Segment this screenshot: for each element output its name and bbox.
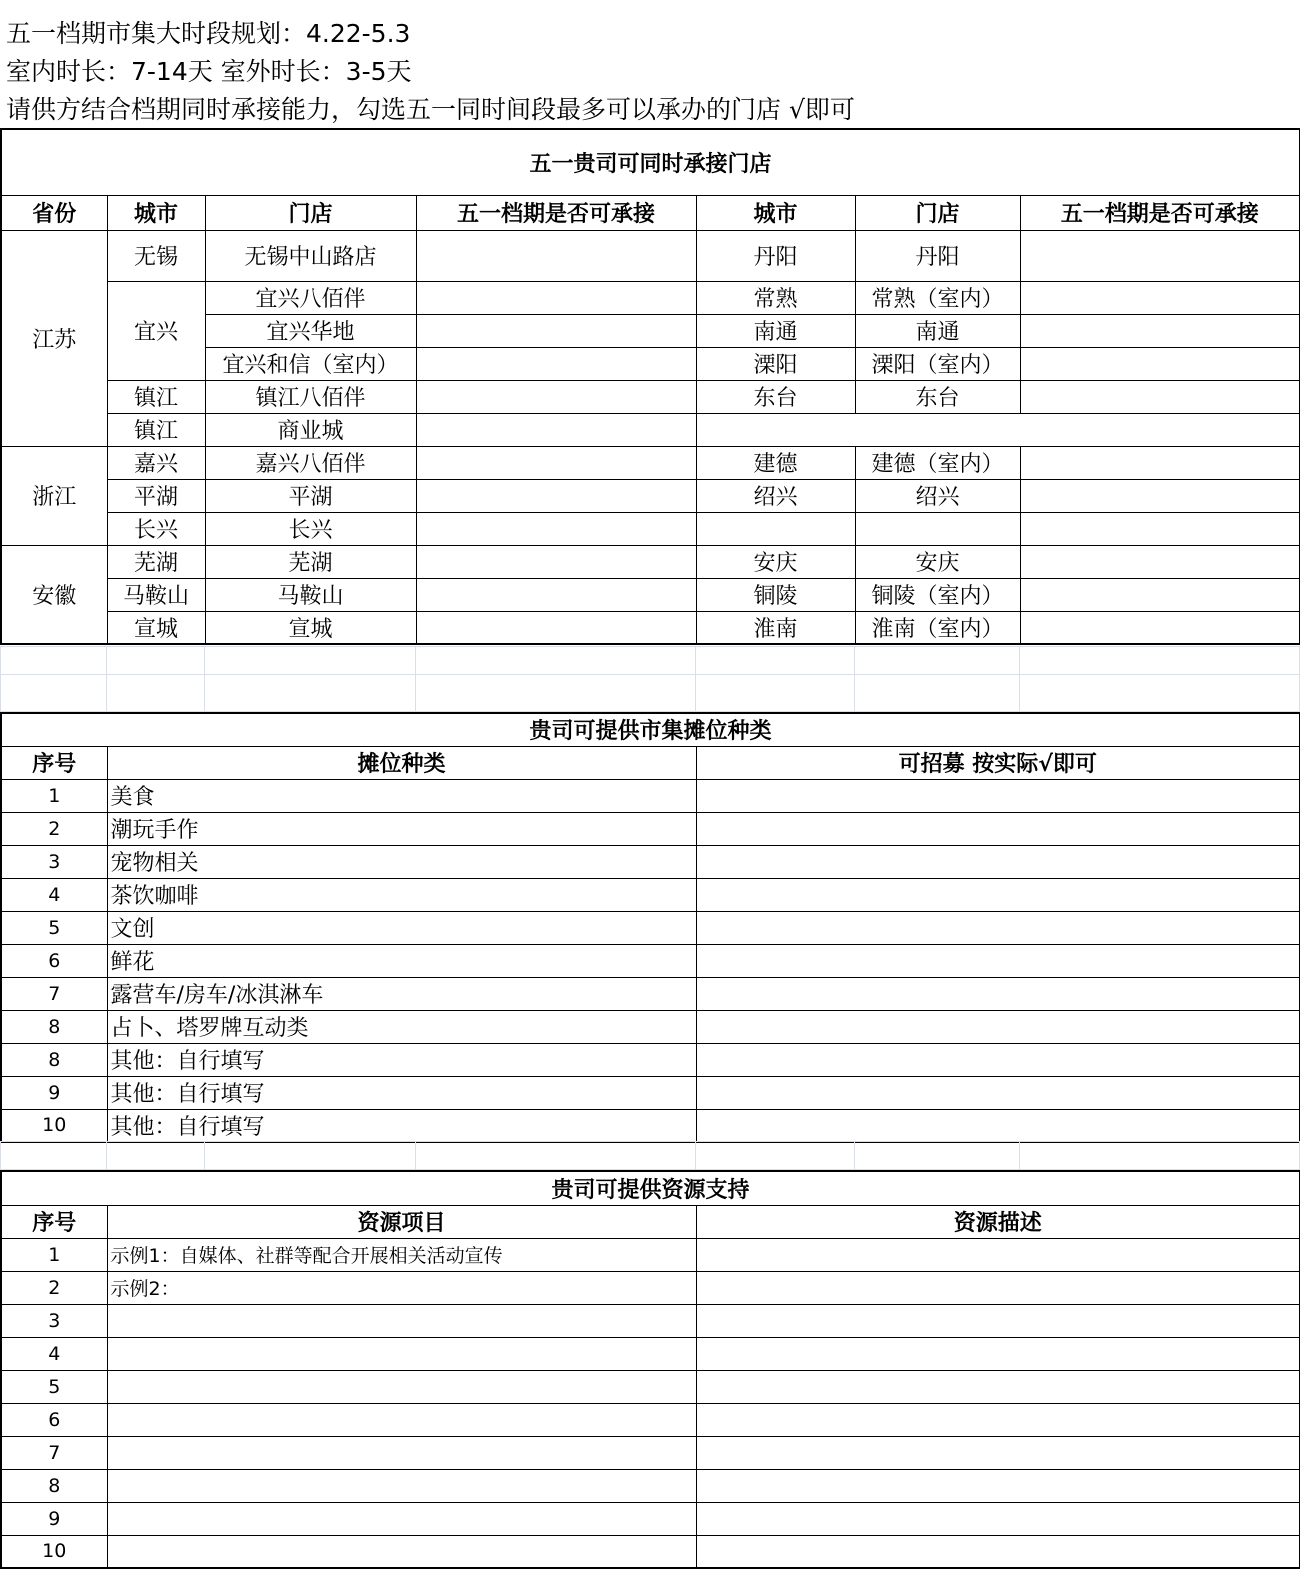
city-cell: 铜陵 [696,578,855,611]
col-no: 序号 [1,1205,107,1238]
city-cell: 嘉兴 [107,446,205,479]
row-number: 8 [1,1469,107,1502]
blank-cell[interactable] [1,1142,107,1170]
row-number: 4 [1,878,107,911]
resource-table-title: 贵司可提供资源支持 [1,1171,1300,1205]
col-resource-desc: 资源描述 [696,1205,1300,1238]
resource-desc-cell[interactable] [696,1238,1300,1271]
resource-desc-cell[interactable] [696,1469,1300,1502]
row-number: 1 [1,1238,107,1271]
accept-checkbox-cell[interactable] [416,230,696,281]
blank-cell[interactable] [696,1142,855,1170]
blank-cell[interactable] [1,675,107,712]
row-number: 7 [1,1436,107,1469]
accept-checkbox-cell[interactable] [416,479,696,512]
row-number: 5 [1,1370,107,1403]
store-cell: 丹阳 [855,230,1020,281]
stall-type-cell: 潮玩手作 [107,812,696,845]
row-number: 9 [1,1076,107,1109]
stall-type-cell: 茶饮咖啡 [107,878,696,911]
store-cell: 镇江八佰伴 [205,380,416,413]
city-cell: 镇江 [107,413,205,446]
row-number: 10 [1,1535,107,1568]
city-cell [696,512,855,545]
accept-checkbox-cell[interactable] [416,446,696,479]
resource-item-cell[interactable]: 示例2： [107,1271,696,1304]
city-cell: 长兴 [107,512,205,545]
empty-merged-cell [696,413,1300,446]
col-accept: 五一档期是否可承接 [416,195,696,230]
recruit-checkbox-cell[interactable] [696,1043,1300,1076]
store-cell: 芜湖 [205,545,416,578]
col-province: 省份 [1,195,107,230]
row-number: 5 [1,911,107,944]
resource-item-cell[interactable] [107,1304,696,1337]
store-cell: 铜陵（室内） [855,578,1020,611]
recruit-checkbox-cell[interactable] [696,878,1300,911]
row-number: 3 [1,845,107,878]
city-cell: 镇江 [107,380,205,413]
city-cell: 丹阳 [696,230,855,281]
col-accept-2: 五一档期是否可承接 [1020,195,1300,230]
blank-cell[interactable] [696,675,855,712]
city-cell: 平湖 [107,479,205,512]
blank-cell[interactable] [205,675,416,712]
blank-cell[interactable] [107,675,205,712]
col-resource-item: 资源项目 [107,1205,696,1238]
accept-checkbox-cell[interactable] [1020,446,1300,479]
city-cell: 南通 [696,314,855,347]
blank-cell[interactable] [205,647,416,675]
blank-cell[interactable] [855,647,1020,675]
accept-checkbox-cell[interactable] [1020,347,1300,380]
accept-checkbox-cell[interactable] [416,347,696,380]
store-cell: 长兴 [205,512,416,545]
col-recruit: 可招募 按实际√即可 [696,746,1300,779]
stall-type-cell: 占卜、塔罗牌互动类 [107,1010,696,1043]
blank-cell[interactable] [1,647,107,675]
city-cell: 宜兴 [107,281,205,380]
row-number: 3 [1,1304,107,1337]
store-cell: 平湖 [205,479,416,512]
store-cell: 宜兴和信（室内） [205,347,416,380]
store-cell: 绍兴 [855,479,1020,512]
stall-type-cell: 宠物相关 [107,845,696,878]
resource-desc-cell[interactable] [696,1337,1300,1370]
col-stall-type: 摊位种类 [107,746,696,779]
store-cell: 商业城 [205,413,416,446]
accept-checkbox-cell[interactable] [1020,380,1300,413]
spacer-grid [0,646,1300,712]
blank-cell[interactable] [855,1142,1020,1170]
store-cell: 东台 [855,380,1020,413]
stall-type-cell: 其他：自行填写 [107,1043,696,1076]
city-cell: 建德 [696,446,855,479]
store-cell: 马鞍山 [205,578,416,611]
store-cell: 嘉兴八佰伴 [205,446,416,479]
store-cell: 淮南（室内） [855,611,1020,644]
row-number: 1 [1,779,107,812]
col-city: 城市 [107,195,205,230]
accept-checkbox-cell[interactable] [1020,578,1300,611]
recruit-checkbox-cell[interactable] [696,779,1300,812]
blank-cell[interactable] [855,675,1020,712]
stall-type-cell: 文创 [107,911,696,944]
accept-checkbox-cell[interactable] [416,545,696,578]
accept-checkbox-cell[interactable] [1020,545,1300,578]
stores-table-title: 五一贵司可同时承接门店 [1,129,1300,195]
blank-cell[interactable] [416,1142,696,1170]
recruit-checkbox-cell[interactable] [696,977,1300,1010]
recruit-checkbox-cell[interactable] [696,1109,1300,1142]
blank-cell[interactable] [416,675,696,712]
row-number: 6 [1,944,107,977]
accept-checkbox-cell[interactable] [416,578,696,611]
row-number: 8 [1,1043,107,1076]
blank-cell[interactable] [1020,1142,1300,1170]
stall-type-cell: 其他：自行填写 [107,1076,696,1109]
resource-desc-cell[interactable] [696,1304,1300,1337]
resource-item-cell[interactable] [107,1436,696,1469]
resource-table [0,1170,1300,1569]
recruit-checkbox-cell[interactable] [696,1076,1300,1109]
accept-checkbox-cell[interactable] [1020,512,1300,545]
accept-checkbox-cell[interactable] [416,281,696,314]
resource-desc-cell[interactable] [696,1436,1300,1469]
accept-checkbox-cell[interactable] [1020,230,1300,281]
store-cell: 无锡中山路店 [205,230,416,281]
col-store: 门店 [205,195,416,230]
blank-cell[interactable] [696,647,855,675]
resource-desc-cell[interactable] [696,1370,1300,1403]
city-cell: 淮南 [696,611,855,644]
resource-item-cell[interactable] [107,1337,696,1370]
city-cell: 溧阳 [696,347,855,380]
store-cell: 安庆 [855,545,1020,578]
recruit-checkbox-cell[interactable] [696,1010,1300,1043]
header-duration: 室内时长：7-14天 室外时长：3-5天 [6,57,412,86]
resource-desc-cell[interactable] [696,1535,1300,1568]
accept-checkbox-cell[interactable] [1020,281,1300,314]
store-cell: 南通 [855,314,1020,347]
resource-item-cell[interactable]: 示例1：自媒体、社群等配合开展相关活动宣传 [107,1238,696,1271]
stores-table [0,128,1300,645]
province-cell: 浙江 [1,446,107,545]
row-number: 2 [1,812,107,845]
accept-checkbox-cell[interactable] [416,512,696,545]
stall-type-cell: 露营车/房车/冰淇淋车 [107,977,696,1010]
city-cell: 宣城 [107,611,205,644]
accept-checkbox-cell[interactable] [416,413,696,446]
city-cell: 常熟 [696,281,855,314]
province-cell: 江苏 [1,230,107,446]
recruit-checkbox-cell[interactable] [696,812,1300,845]
store-cell: 宜兴八佰伴 [205,281,416,314]
resource-item-cell[interactable] [107,1535,696,1568]
recruit-checkbox-cell[interactable] [696,845,1300,878]
row-number: 4 [1,1337,107,1370]
spacer-grid [0,1141,1300,1170]
row-number: 8 [1,1010,107,1043]
blank-cell[interactable] [1020,647,1300,675]
resource-desc-cell[interactable] [696,1502,1300,1535]
col-no: 序号 [1,746,107,779]
resource-item-cell[interactable] [107,1403,696,1436]
row-number: 2 [1,1271,107,1304]
blank-cell[interactable] [1020,675,1300,712]
resource-item-cell[interactable] [107,1502,696,1535]
blank-cell[interactable] [205,1142,416,1170]
resource-desc-cell[interactable] [696,1271,1300,1304]
accept-checkbox-cell[interactable] [1020,314,1300,347]
city-cell: 安庆 [696,545,855,578]
blank-cell[interactable] [416,647,696,675]
resource-desc-cell[interactable] [696,1403,1300,1436]
accept-checkbox-cell[interactable] [1020,479,1300,512]
stall-type-cell: 其他：自行填写 [107,1109,696,1142]
row-number: 7 [1,977,107,1010]
store-cell: 溧阳（室内） [855,347,1020,380]
accept-checkbox-cell[interactable] [416,380,696,413]
blank-cell[interactable] [107,1142,205,1170]
col-city-2: 城市 [696,195,855,230]
col-store-2: 门店 [855,195,1020,230]
accept-checkbox-cell[interactable] [1020,611,1300,644]
row-number: 9 [1,1502,107,1535]
store-cell: 宜兴华地 [205,314,416,347]
city-cell: 马鞍山 [107,578,205,611]
store-cell: 建德（室内） [855,446,1020,479]
recruit-checkbox-cell[interactable] [696,944,1300,977]
city-cell: 东台 [696,380,855,413]
blank-cell[interactable] [107,647,205,675]
store-cell: 宣城 [205,611,416,644]
resource-item-cell[interactable] [107,1469,696,1502]
resource-item-cell[interactable] [107,1370,696,1403]
stall-table-title: 贵司可提供市集摊位种类 [1,713,1300,746]
row-number: 6 [1,1403,107,1436]
city-cell: 绍兴 [696,479,855,512]
stall-table [0,712,1300,1143]
header-instruction: 请供方结合档期同时承接能力，勾选五一同时间段最多可以承办的门店 √即可 [6,95,855,124]
row-number: 10 [1,1109,107,1142]
store-cell [855,512,1020,545]
city-cell: 无锡 [107,230,205,281]
stall-type-cell: 美食 [107,779,696,812]
recruit-checkbox-cell[interactable] [696,911,1300,944]
accept-checkbox-cell[interactable] [416,611,696,644]
stall-type-cell: 鲜花 [107,944,696,977]
store-cell: 常熟（室内） [855,281,1020,314]
header-period: 五一档期市集大时段规划：4.22-5.3 [6,19,411,48]
province-cell: 安徽 [1,545,107,644]
city-cell: 芜湖 [107,545,205,578]
accept-checkbox-cell[interactable] [416,314,696,347]
